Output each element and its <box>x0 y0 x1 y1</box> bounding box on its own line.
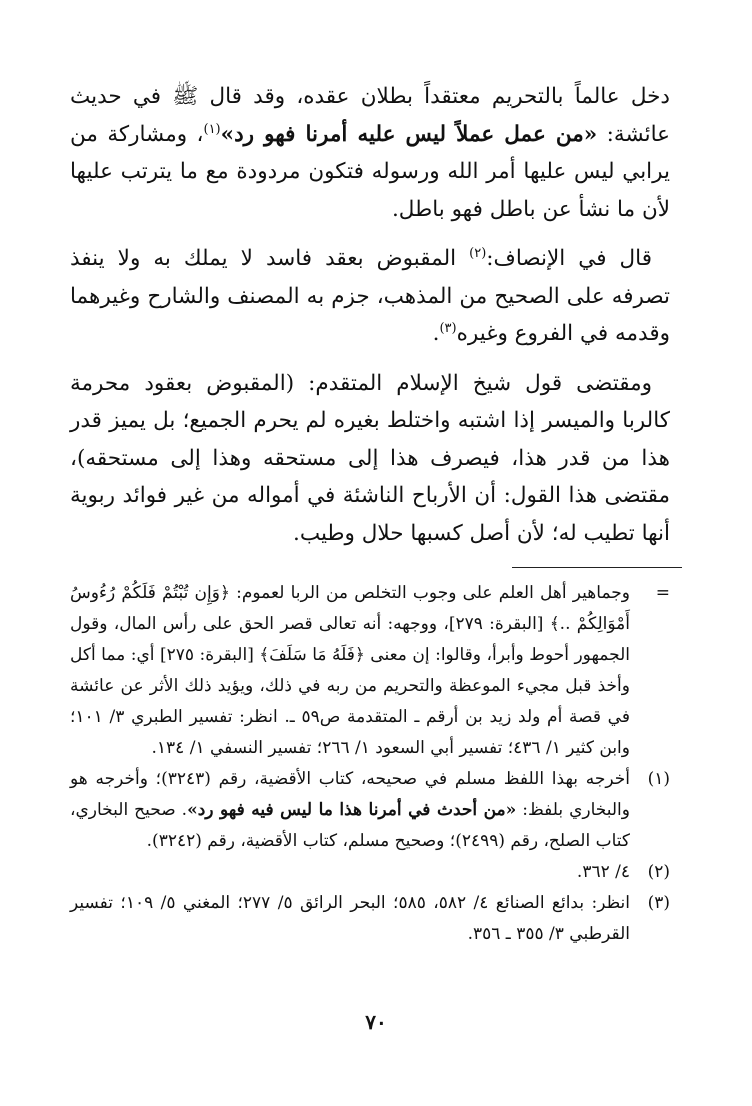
footnote-marker: (٢) <box>647 862 670 882</box>
paragraph-3 <box>70 365 670 553</box>
footnote-text: انظر: بدائع الصنائع ٤/ ٥٨٢، ٥٨٥؛ البحر الرائق ٥/ ٢٧٧؛ المغني ٥/ ١٠٩؛ تفسير القرطبي ٣/ ٣٥٥ ـ ٣٥٦. <box>70 893 630 944</box>
footnote-marker: (٣) <box>647 893 670 913</box>
footnote-continued <box>70 578 670 764</box>
paragraph-2-text-b: المقبوض بعقد فاسد لا يملك به ولا ينفذ تصرفه على الصحيح من المذهب، جزم به المصنف والشارح وغيرهما وقدمه في الفروع وغيره <box>70 246 670 346</box>
footnote-1-text-a: أخرجه بهذا اللفظ مسلم في صحيحه، كتاب الأقضية، رقم (٣٢٤٣)؛ وأخرجه هو والبخاري بلفظ: <box>70 769 630 820</box>
footnote-text: ٤/ ٣٦٢. <box>576 862 630 882</box>
paragraph-2 <box>70 240 670 353</box>
footnote-ref-1: (١) <box>203 121 221 137</box>
footnote-ref-3: (٣) <box>439 320 457 336</box>
footnote-1 <box>70 764 670 857</box>
page-number: ٧٠ <box>365 1010 387 1034</box>
footnote-3 <box>70 888 670 950</box>
paragraph-1-text-b: ، ومشاركة من يرابي ليس عليها أمر الله ورسوله فتكون مردودة مع ما يترتب عليها لأن ما نشأ عن باطل فهو باطل. <box>70 121 670 222</box>
footnote-text: وجماهير أهل العلم على وجوب التخلص من الربا لعموم: ﴿وَإِن تُبْتُمْ فَلَكُمْ رُءُوسُ أَمْوَالِكُمْ ..﴾ [البقرة: ٢٧٩]، ووجهه: أنه تعالى قصر الحق على رأس المال، وقول الجمهور أحوط وأبرأ، وقالوا: إن معنى ﴿فَلَهُ مَا سَلَفَ﴾ [البقرة: ٢٧٥] أي: مما أكل وأخذ قبل مجيء الموعظة والتحريم من ربه في ذلك، ويؤيد ذلك الأثر عن عائشة في قصة أم ولد زيد بن أرقم ـ المتقدمة ص٥٩ ـ. انظر: تفسير الطبري ٣/ ١٠١؛ وابن كثير ١/ ٤٣٦؛ تفسير أبي السعود ١/ ٢٦٦؛ تفسير النسفي ١/ ١٣٤. <box>70 583 630 758</box>
footnote-1-hadith: «من أحدث في أمرنا هذا ما ليس فيه فهو رد» <box>187 800 517 820</box>
footnote-marker: = <box>655 583 670 603</box>
footnote-separator <box>512 567 682 568</box>
footnote-ref-2: (٢) <box>469 245 487 261</box>
paragraph-1-text-a: دخل عالماً بالتحريم معتقداً بطلان عقده، وقد قال ﷺ في حديث عائشة: <box>70 84 670 147</box>
paragraph-1 <box>70 78 670 228</box>
paragraph-2-text-c: . <box>432 321 440 346</box>
footnotes <box>70 578 670 950</box>
hadith-quote: «من عمل عملاً ليس عليه أمرنا فهو رد» <box>220 121 598 147</box>
footnote-text <box>70 764 630 857</box>
main-text <box>70 78 670 566</box>
footnote-2 <box>70 857 670 888</box>
paragraph-2-text-a: قال في الإنصاف: <box>486 246 652 271</box>
paragraph-3-text: ومقتضى قول شيخ الإسلام المتقدم: (المقبوض بعقود محرمة كالربا والميسر إذا اشتبه واختلط بغيره لم يحرم الجميع؛ بل يميز قدر هذا من قدر هذا، فيصرف هذا إلى مستحقه وهذا إلى مستحقه)، مقتضى هذا القول: أن الأرباح الناشئة في أمواله من غير فوائد ربوية أنها تطيب له؛ لأن أصل كسبها حلال وطيب. <box>70 370 670 546</box>
footnote-marker: (١) <box>647 769 670 789</box>
footnote-1-text-b: . صحيح البخاري، كتاب الصلح، رقم (٢٤٩٩)؛ وصحيح مسلم، كتاب الأقضية، رقم (٣٢٤٢). <box>70 800 630 851</box>
